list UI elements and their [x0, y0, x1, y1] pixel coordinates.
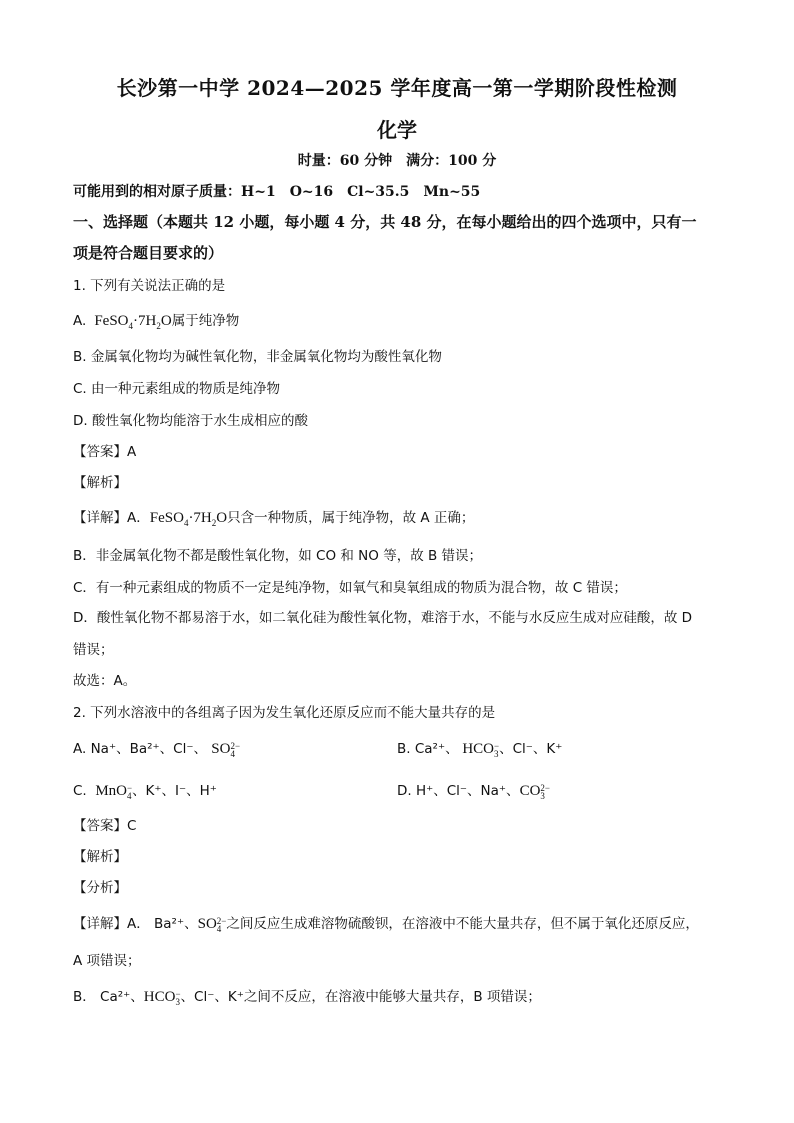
q1-option-c: C. 由一种元素组成的物质是纯净物 [73, 381, 281, 397]
exam-title: 长沙第一中学 2024—2025 学年度高一第一学期阶段性检测 [116, 76, 678, 100]
sulfate-ion-detail: SO 2− 4 [197, 915, 227, 934]
q1-detail-d-line2: 错误； [73, 642, 114, 658]
q1-option-a-formula: $FeSO_4\cdot 7H_2O$ [94, 313, 172, 331]
bicarbonate-ion-detail: HCO − 3 [143, 988, 181, 1007]
q2-option-b: B. Ca²⁺、 HCO − 3 、Cl⁻、K⁺ [397, 740, 563, 759]
q2-option-c: C. MnO − 4 、K⁺、I⁻、H⁺ [73, 782, 217, 801]
exam-meta: 时量：60 分钟 满分：100 分 [297, 153, 497, 169]
q1-answer: 【答案】A [73, 444, 137, 460]
q1-option-a [73, 312, 239, 330]
q1-detail-d-line1: D．酸性氧化物不都易溶于水，如二氧化硅为酸性氧化物，难溶于水，不能与水反应生成对应硅酸，故 D [73, 610, 693, 626]
q2-option-d: D. H⁺、Cl⁻、Na⁺、CO 2− 3 [397, 782, 550, 801]
q2-option-a: A. Na⁺、Ba²⁺、Cl⁻、 SO 2− 4 [73, 740, 241, 759]
atomic-masses: 可能用到的相对原子质量：H~1 O~16 Cl~35.5 Mn~55 [73, 184, 481, 200]
q2-analysis-label: 【解析】 [73, 849, 127, 865]
sulfate-ion: SO 2− 4 [211, 740, 241, 759]
q2-detail-b: B． Ca²⁺、HCO − 3 、Cl⁻、K⁺之间不反应，在溶液中能够大量共存，B 项错误； [73, 988, 541, 1007]
section-heading-line2: 项是符合题目要求的） [73, 244, 224, 262]
q1-option-a-label: A. [73, 313, 87, 329]
q1-stem: 1. 下列有关说法正确的是 [73, 278, 226, 294]
q1-conclusion: 故选：A。 [73, 673, 137, 689]
q2-detail-a-line2: A 项错误； [73, 953, 141, 969]
q1-detail-c: C．有一种元素组成的物质不一定是纯净物，如氧气和臭氧组成的物质为混合物，故 C 错误； [73, 580, 627, 596]
q1-detail-a: 【详解】A．$FeSO_4\cdot 7H_2O$只含一种物质，属于纯净物，故 A 正确； [73, 510, 475, 528]
q2-detail-a-line1: 【详解】A． Ba²⁺、SO 2− 4 之间反应生成难溶物硫酸钡，在溶液中不能大量共存，但不属于氧化还原反应， [73, 915, 699, 934]
bicarbonate-ion: HCO − 3 [462, 740, 500, 759]
permanganate-ion: MnO − 4 [95, 782, 133, 801]
q1-option-d: D. 酸性氧化物均能溶于水生成相应的酸 [73, 413, 308, 429]
q1-option-a-text: 属于纯净物 [171, 313, 240, 329]
q2-answer: 【答案】C [73, 818, 137, 834]
section-heading-line1: 一、选择题（本题共 12 小题，每小题 4 分，共 48 分，在每小题给出的四个选项中，只有一 [73, 213, 697, 231]
q1-detail-formula: $FeSO_4\cdot 7H_2O$ [149, 510, 228, 528]
q1-option-b: B. 金属氧化物均为碱性氧化物，非金属氧化物均为酸性氧化物 [73, 349, 442, 365]
carbonate-ion: CO 2− 3 [519, 782, 550, 801]
q2-fenxi-label: 【分析】 [73, 880, 127, 896]
q1-detail-b: B．非金属氧化物不都是酸性氧化物，如 CO 和 NO 等，故 B 错误； [73, 548, 483, 564]
q1-analysis-label: 【解析】 [73, 475, 127, 491]
q2-stem: 2. 下列水溶液中的各组离子因为发生氧化还原反应而不能大量共存的是 [73, 705, 496, 721]
subject-title: 化学 [377, 118, 417, 142]
